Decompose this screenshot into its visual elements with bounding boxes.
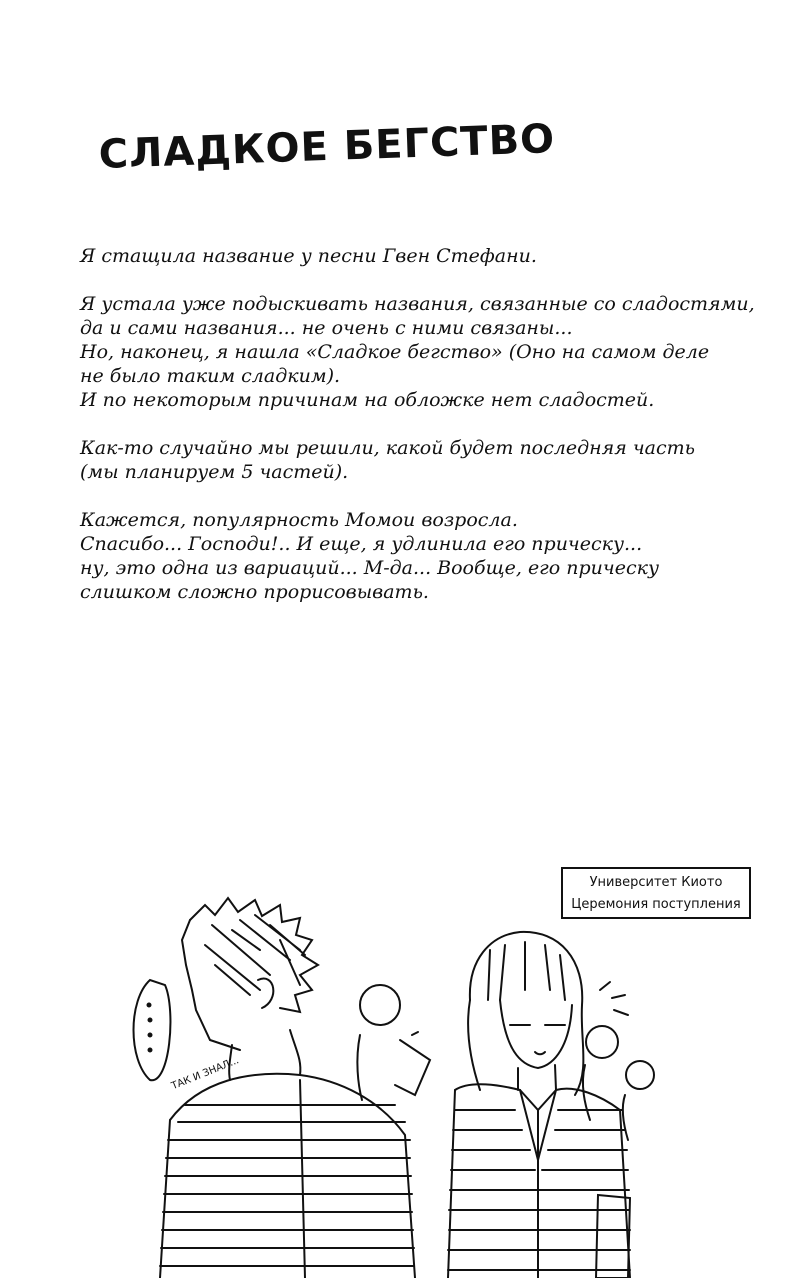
text-line: да и сами названия... не очень с ними связаны... [80,317,573,339]
location-caption [561,867,751,919]
text-line: Кажется, популярность Момои возросла. [80,509,518,531]
text-line: Как-то случайно мы решили, какой будет последняя часть [80,437,696,459]
crowd-figures [357,982,654,1140]
text-line: не было таким сладким). [80,365,341,387]
paragraph-3 [80,436,760,484]
author-note [80,244,760,628]
paragraph-2 [80,292,760,412]
boy-figure [160,898,415,1278]
girl-figure [448,932,630,1278]
caption-line-1: Университет Киото [589,875,723,890]
sound-effect-text: ТАК И ЗНАЛ... [170,1055,241,1093]
text-line: ну, это одна из вариаций... М-да... Вообще, его прическу [80,557,659,579]
text-line: слишком сложно прорисовывать. [80,581,429,603]
text-line: Я стащила название у песни Гвен Стефани. [80,245,537,267]
paragraph-1 [80,244,760,268]
speech-bubble-icon [134,980,171,1080]
text-line: Спасибо... Господи!.. И еще, я удлинила его прическу... [80,533,643,555]
caption-line-2: Церемония поступления [571,897,741,912]
text-line: (мы планируем 5 частей). [80,461,349,483]
text-line: Но, наконец, я нашла «Сладкое бегство» (Оно на самом деле [80,341,710,363]
text-line: И по некоторым причинам на обложке нет сладостей. [80,389,655,411]
paragraph-4 [80,508,760,604]
text-line: Я устала уже подыскивать названия, связанные со сладостями, [80,293,755,315]
page-title: СЛАДКОЕ БЕГСТВО [98,116,556,178]
